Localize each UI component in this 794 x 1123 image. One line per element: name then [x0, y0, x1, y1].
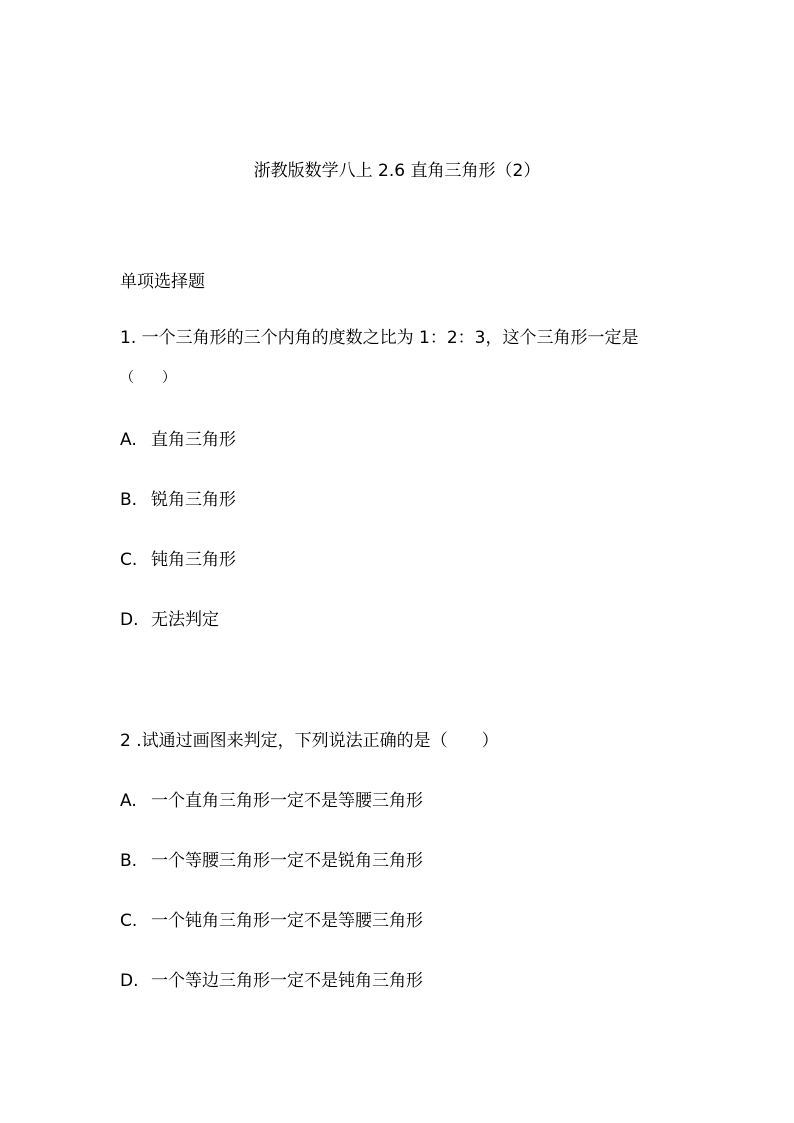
option-text: 一个等边三角形一定不是钝角三角形: [151, 971, 423, 991]
option-text: 锐角三角形: [151, 490, 236, 510]
question-1-option-c: [120, 549, 236, 571]
option-letter: A.: [120, 791, 137, 811]
option-text: 无法判定: [151, 610, 219, 630]
option-text: 一个直角三角形一定不是等腰三角形: [151, 791, 423, 811]
question-1-option-a: [120, 429, 236, 451]
question-2-option-b: [120, 850, 423, 872]
option-text: 直角三角形: [151, 430, 236, 450]
option-text: 钝角三角形: [151, 550, 236, 570]
question-2-option-d: [120, 970, 423, 992]
option-letter: C.: [120, 911, 138, 931]
option-letter: B.: [120, 490, 138, 510]
option-letter: D.: [120, 610, 139, 630]
question-2-option-c: [120, 910, 423, 932]
section-heading: 单项选择题: [120, 272, 205, 292]
question-2-stem: 2 .试通过画图来判定，下列说法正确的是（ ）: [120, 731, 499, 751]
question-1-stem: 1. 一个三角形的三个内角的度数之比为 1：2：3，这个三角形一定是: [120, 328, 639, 348]
question-1-option-b: [120, 489, 236, 511]
question-1-option-d: [120, 609, 219, 631]
question-2-option-a: [120, 790, 423, 812]
option-text: 一个等腰三角形一定不是锐角三角形: [151, 851, 423, 871]
document-title: 浙教版数学八上 2.6 直角三角形（2）: [253, 161, 541, 181]
option-letter: A.: [120, 430, 137, 450]
question-1-answer-blank: （ ）: [120, 370, 176, 386]
option-letter: D.: [120, 971, 139, 991]
option-text: 一个钝角三角形一定不是等腰三角形: [151, 911, 423, 931]
option-letter: C.: [120, 550, 138, 570]
option-letter: B.: [120, 851, 138, 871]
